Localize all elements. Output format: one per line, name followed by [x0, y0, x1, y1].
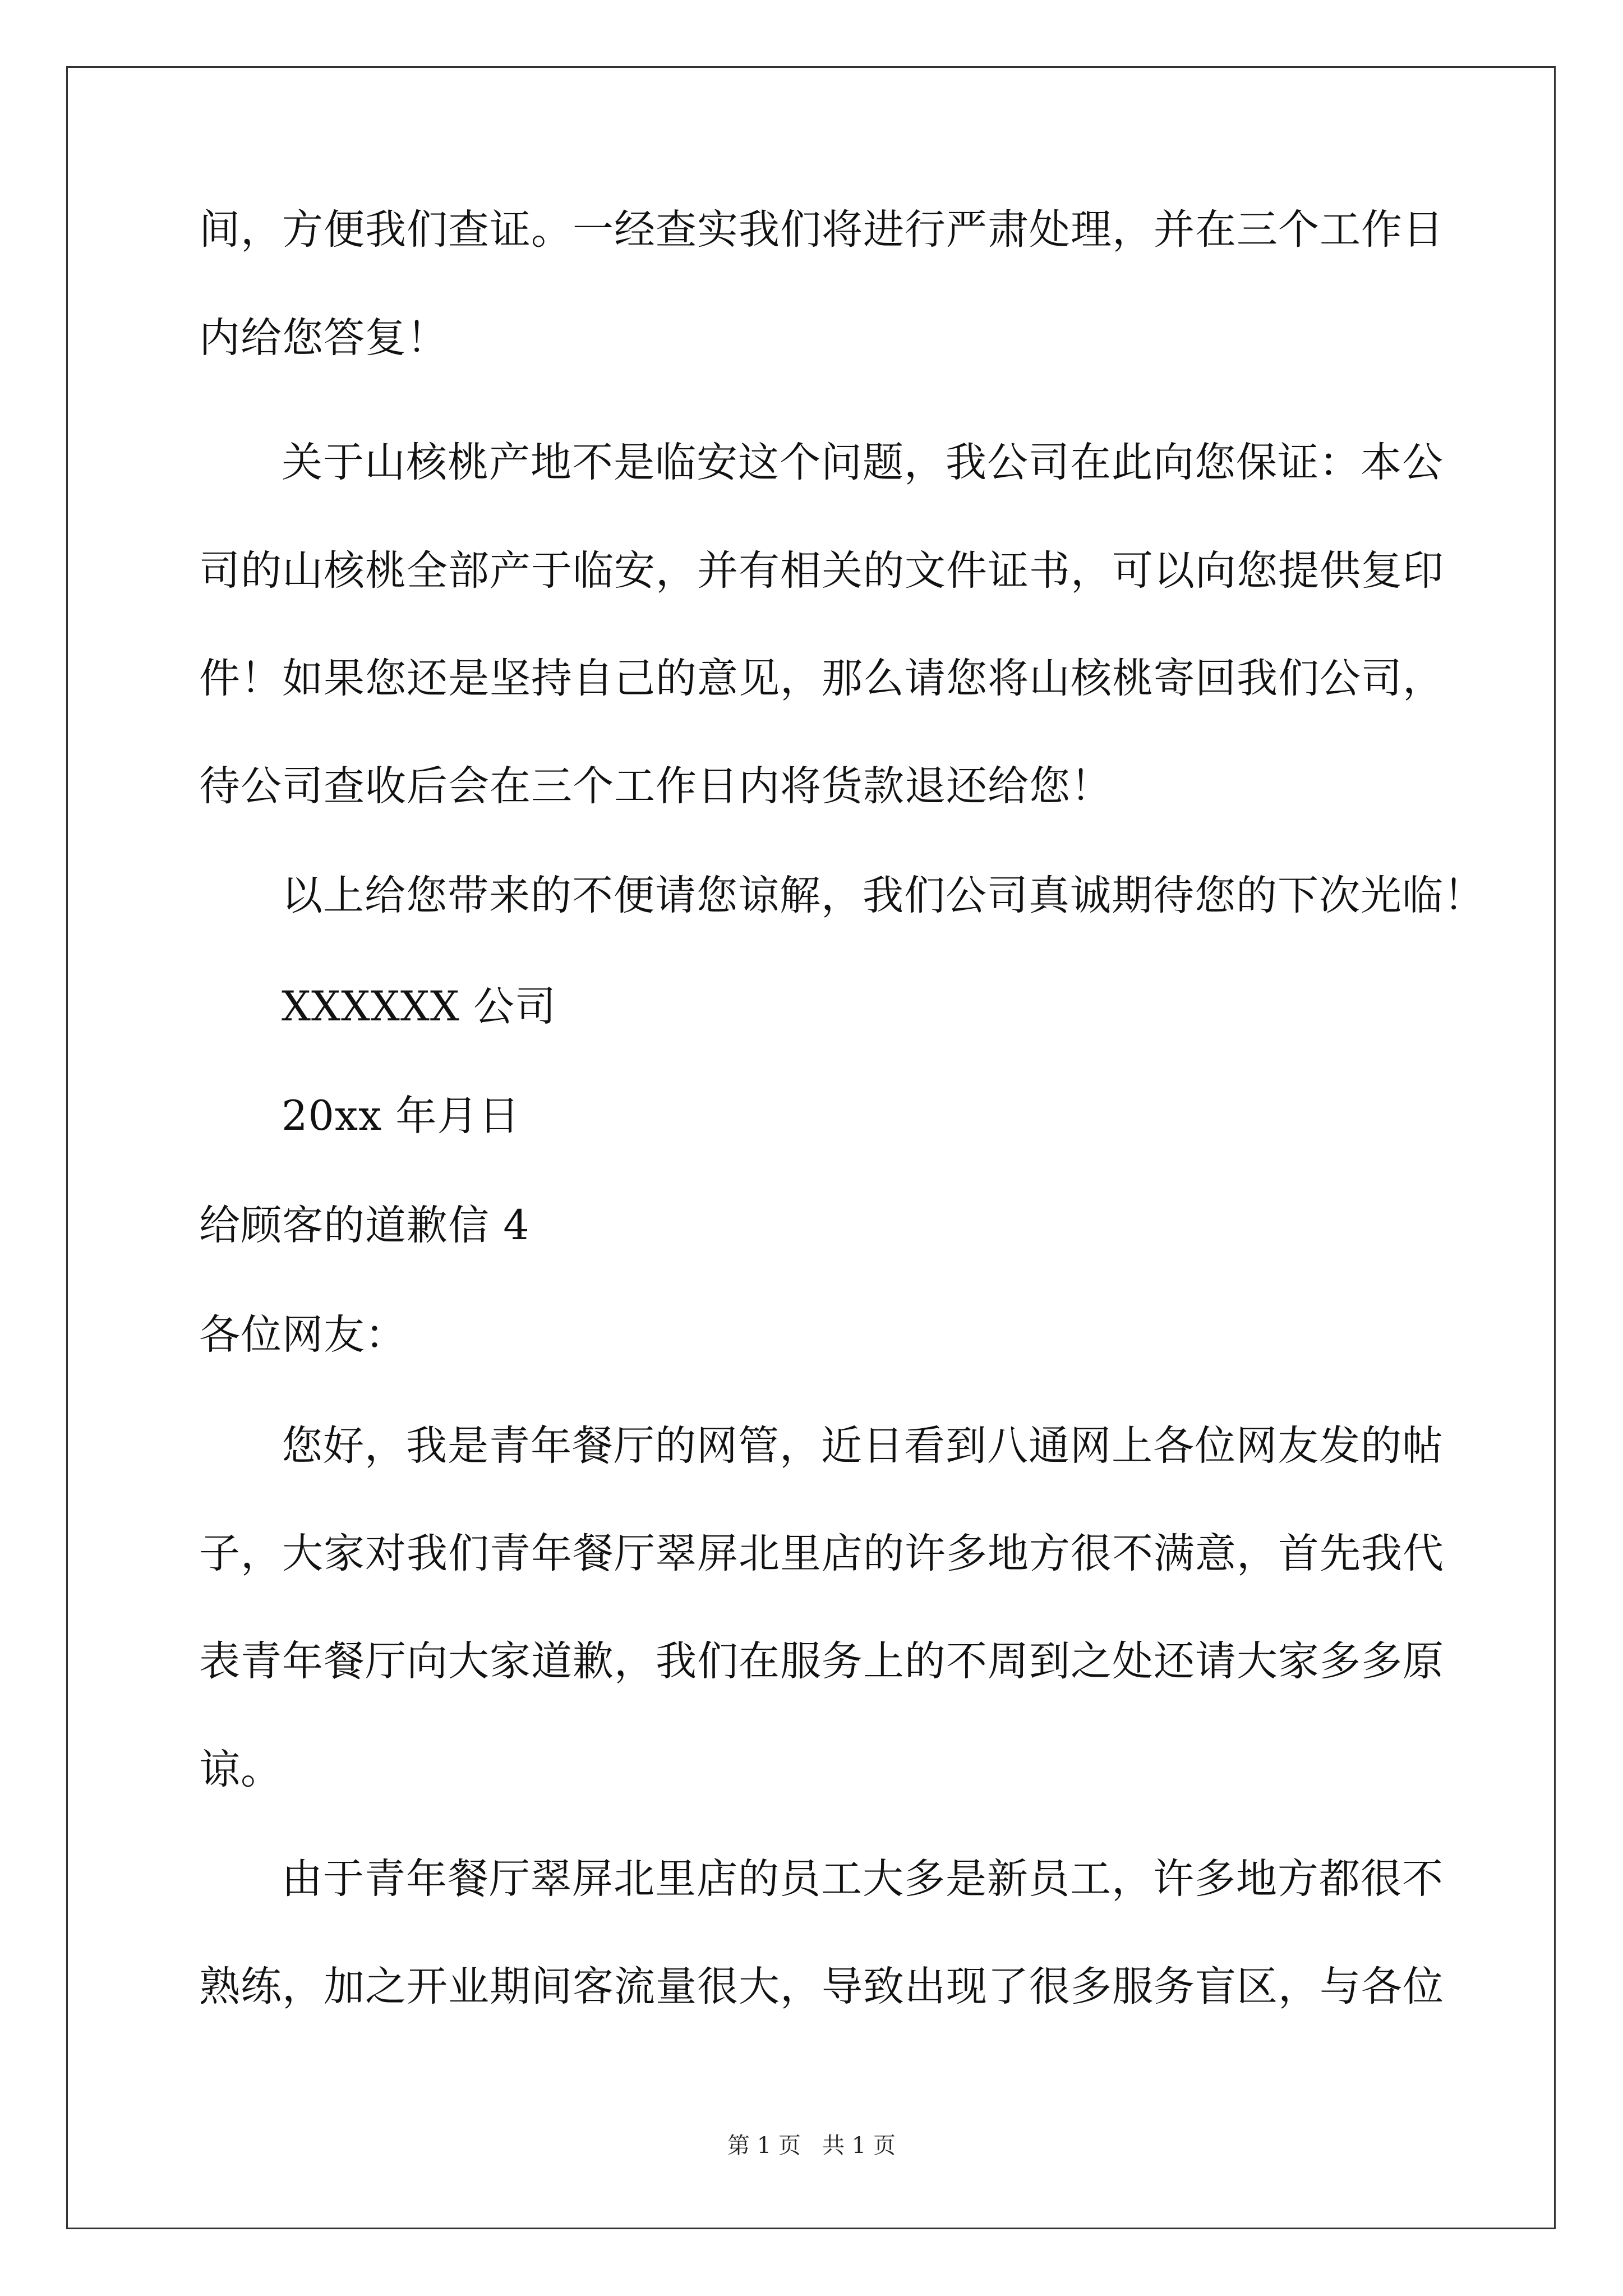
body-text-line: 司的山核桃全部产于临安，并有相关的文件证书，可以向您提供复印 — [199, 547, 1444, 595]
body-text-line: 件！如果您还是坚持自己的意见，那么请您将山核桃寄回我们公司， — [199, 655, 1444, 702]
greeting: 各位网友： — [199, 1311, 407, 1359]
body-text-line: 表青年餐厅向大家道歉，我们在服务上的不周到之处还请大家多多原 — [199, 1637, 1444, 1685]
body-text-line: 由于青年餐厅翠屏北里店的员工大多是新员工，许多地方都很不 — [282, 1855, 1444, 1903]
body-text-line: 子，大家对我们青年餐厅翠屏北里店的许多地方很不满意，首先我代 — [199, 1530, 1444, 1577]
body-text-line: 间，方便我们查证。一经查实我们将进行严肃处理，并在三个工作日 — [199, 206, 1444, 254]
body-text-line: 熟练，加之开业期间客流量很大，导致出现了很多服务盲区，与各位 — [199, 1963, 1444, 2010]
page-border — [66, 66, 1556, 2229]
body-text-line: 您好，我是青年餐厅的网管，近日看到八通网上各位网友发的帖 — [282, 1422, 1444, 1470]
date-line: 20xx 年月日 — [282, 1092, 520, 1140]
body-text-line: 谅。 — [199, 1746, 282, 1793]
company-signature: XXXXXX 公司 — [282, 983, 557, 1030]
page-footer: 第 1 页 共 1 页 — [727, 2133, 896, 2159]
section-title: 给顾客的道歉信 4 — [199, 1202, 530, 1249]
body-text-line: 内给您答复！ — [199, 314, 448, 362]
body-text-line: 以上给您带来的不便请您谅解，我们公司真诚期待您的下次光临！ — [282, 872, 1485, 919]
body-text-line: 待公司查收后会在三个工作日内将货款退还给您！ — [199, 762, 1112, 810]
body-text-line: 关于山核桃产地不是临安这个问题，我公司在此向您保证：本公 — [282, 439, 1444, 486]
